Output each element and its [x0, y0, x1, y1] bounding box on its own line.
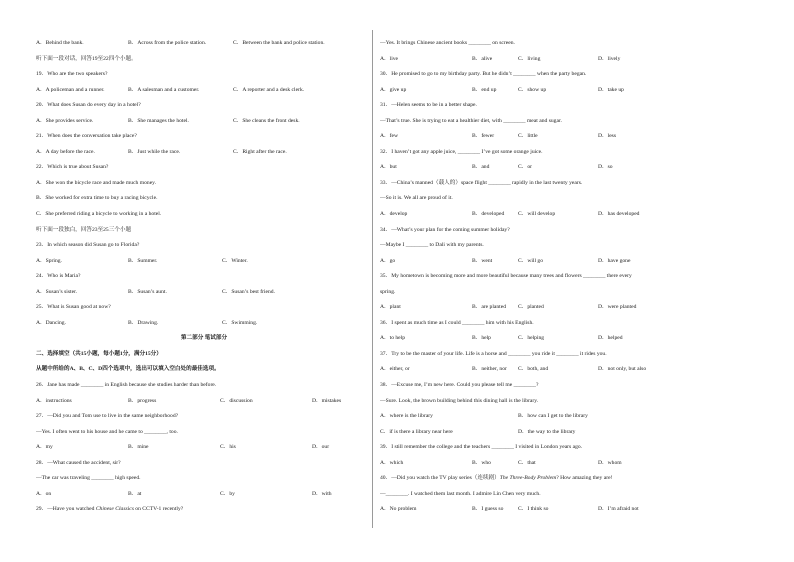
answer-options-row: [380, 425, 716, 441]
question-text: C．She preferred riding a bicycle to working in a hotel.: [36, 211, 162, 218]
title-italic: The Three-Body Problem: [499, 475, 557, 482]
question-text-part: ? How amazing they are!: [556, 475, 613, 482]
question-text: 24．Who is Maria?: [36, 273, 81, 280]
answer-option: A．Dancing.: [36, 319, 66, 326]
answer-option: B．developed: [472, 211, 505, 218]
answer-options-row: [380, 207, 716, 223]
answer-options-row: [380, 52, 716, 68]
question-text: 22．Which is true about Susan?: [36, 164, 109, 171]
answer-option: B．Summer.: [128, 257, 158, 264]
answer-option: A．Spring.: [36, 257, 62, 264]
answer-option: C．if is there a library near here: [380, 428, 453, 435]
answer-options-row: [36, 145, 372, 161]
answer-options-row: [380, 502, 716, 518]
answer-option: B．Drawing.: [128, 319, 159, 326]
answer-option: D．less: [598, 133, 617, 140]
answer-option: B．A salesman and a customer.: [128, 86, 200, 93]
answer-option: A．but: [380, 164, 397, 171]
left-column: [36, 36, 372, 518]
question-text: 38．—Excuse me, I’m new here. Could you please tell me ________?: [380, 382, 539, 389]
question-text: —Yes. It brings Chinese ancient books ________ on screen.: [380, 40, 515, 46]
answer-options-row: [36, 487, 372, 503]
question-text: 28．—What caused the accident, sir?: [36, 459, 121, 466]
answer-option: A．where is the library: [380, 413, 433, 420]
answer-option: A．which: [380, 459, 404, 466]
question-text: 听下面一段独白，回答23至25三个小题: [36, 226, 132, 233]
answer-option: A．my: [36, 444, 53, 451]
question-text: 34．—What’s your plan for the coming summer holiday?: [380, 226, 510, 233]
answer-option: A．on: [36, 490, 52, 497]
answer-option: B．help: [472, 335, 491, 342]
question-text: 37．Try to be the master of your life. Life is a horse and ________ you ride it ________ it rides you.: [380, 350, 607, 357]
answer-option: C．She cleans the front desk.: [233, 117, 300, 124]
answer-options-row: [380, 300, 716, 316]
answer-option: D．take up: [598, 86, 624, 93]
answer-option: B．Across from the police station.: [128, 40, 207, 46]
answer-option: D．have gone: [598, 257, 631, 264]
answer-option: A．Susan’s sister.: [36, 288, 78, 295]
answer-option: A．live: [380, 55, 399, 62]
answer-option: B．She manages the hotel.: [128, 117, 189, 124]
answer-option: C．discussion: [220, 397, 253, 404]
answer-option: C．Swimming.: [222, 319, 258, 326]
answer-option: D．I’m afraid not: [598, 506, 639, 513]
answer-option: C．or: [518, 164, 532, 171]
answer-option: A．Behind the bank.: [36, 40, 84, 46]
answer-options-row: [36, 440, 372, 456]
answer-option: C．I think so: [518, 506, 549, 513]
question-text: 20．What does Susan do every day in a hotel?: [36, 102, 141, 109]
answer-option: B．who: [472, 459, 491, 466]
answer-option: A．develop: [380, 211, 408, 218]
question-text: 27．—Did you and Tom use to live in the same neighborhood?: [36, 413, 179, 420]
question-text: —So it is. We all are proud of it.: [380, 195, 453, 202]
answer-option: D．so: [598, 164, 613, 171]
answer-option: A．go: [380, 257, 396, 264]
question-text: 25．What is Susan good at now?: [36, 304, 111, 311]
answer-option: C．planted: [518, 304, 544, 311]
question-text: —________. I watched them last month. I admire Lin Chen very much.: [380, 490, 541, 497]
answer-option: C．little: [518, 133, 538, 140]
answer-option: A．either, or: [380, 366, 410, 373]
section-heading: 第二部分 笔试部分: [180, 335, 228, 342]
question-text: B．She worked for extra time to buy a racing bicycle.: [36, 195, 158, 202]
question-text: 听下面一段对话，回答19至22四个小题。: [36, 55, 137, 62]
answer-options-row: [380, 83, 716, 99]
answer-option: B．Susan’s aunt.: [128, 288, 167, 295]
answer-option: B．and: [472, 164, 490, 171]
answer-option: D．our: [312, 444, 330, 451]
question-text: spring.: [380, 288, 396, 295]
answer-option: D．helped: [598, 335, 623, 342]
answer-option: D．lively: [598, 55, 621, 62]
answer-option: C．living: [518, 55, 541, 62]
answer-option: C．A reporter and a desk clerk.: [233, 86, 305, 93]
answer-option: A．plant: [380, 304, 401, 311]
answer-option: C．show up: [518, 86, 547, 93]
question-text: 33．—China’s manned（载人的）space flight ________ rapidly in the last twenty years.: [380, 179, 583, 186]
answer-options-row: [36, 114, 372, 130]
question-text: 39．I still remember the college and the teachers ________ I visited in London years ago.: [380, 444, 583, 451]
question-text: —Maybe I ________ to Dali with my parents.: [380, 242, 484, 249]
question-text: —Yes. I often went to his house and he came to ________, too.: [36, 428, 178, 435]
title-italic: Chinese Classics: [95, 506, 134, 513]
answer-options-row: [36, 36, 372, 52]
question-text: 30．He promised to go to my birthday party. But he didn’t ________ when the party began.: [380, 71, 587, 78]
question-text: 31．—Helen seems to be in a better shape.: [380, 102, 477, 109]
answer-option: B．fewer: [472, 133, 495, 140]
answer-option: C．by: [220, 490, 235, 497]
answer-option: C．Right after the race.: [233, 148, 287, 155]
question-text: 35．My hometown is becoming more and more beautiful because many trees and flowers ________ there every: [380, 273, 632, 280]
question-text-part: 29．—Have you watched: [36, 506, 96, 513]
answer-options-row: [380, 331, 716, 347]
question-text: —Sure. Look, the brown building behind this dining hall is the library.: [380, 397, 539, 404]
answer-option: C．that: [518, 459, 536, 466]
answer-option: B．neither, nor: [472, 366, 507, 373]
question-text: 26．Jane has made ________ in English because she studies harder than before.: [36, 382, 217, 389]
column-divider: [372, 30, 373, 528]
answer-option: B．are planted: [472, 304, 507, 311]
answer-option: C．Between the bank and police station.: [233, 40, 325, 46]
answer-option: C．helping: [518, 335, 545, 342]
answer-options-row: [36, 83, 372, 99]
answer-option: A．few: [380, 133, 399, 140]
answer-options-row: [36, 394, 372, 410]
answer-option: D．the way to the library: [518, 428, 576, 435]
question-text: A．She won the bicycle race and made much money.: [36, 179, 157, 186]
section-instruction: 从题中所给的A、B、C、D四个选项中，选出可以填入空白处的最佳选项。: [36, 366, 220, 373]
answer-option: A．give up: [380, 86, 407, 93]
answer-option: A．No problem: [380, 506, 417, 513]
answer-options-row: [380, 254, 716, 270]
answer-options-row: [380, 129, 716, 145]
question-text: —That’s true. She is trying to eat a healthier diet, with ________ meat and sugar.: [380, 117, 562, 124]
answer-option: D．not only, but also: [598, 366, 647, 373]
section-instruction: 二、选择填空（共15小题，每小题1分，满分15分）: [36, 350, 162, 357]
answer-option: C．Susan’s best friend.: [222, 288, 275, 295]
answer-option: B．end up: [472, 86, 497, 93]
question-text: [380, 471, 716, 487]
answer-options-row: [380, 409, 716, 425]
answer-options-row: [36, 285, 372, 301]
question-text: 23．In which season did Susan go to Florida?: [36, 242, 140, 249]
answer-option: A．to help: [380, 335, 406, 342]
question-text-part: on CCTV-1 recently?: [133, 506, 184, 513]
answer-option: C．will develop: [518, 211, 556, 218]
answer-option: D．whom: [598, 459, 622, 466]
answer-options-row: [380, 456, 716, 472]
answer-option: B．how can I get to the library: [518, 413, 588, 420]
answer-option: B．I guess so: [472, 506, 504, 513]
answer-option: C．Winter.: [222, 257, 248, 264]
question-text: 36．I spent as much time as I could ________ him with his English.: [380, 319, 534, 326]
answer-option: C．both, and: [518, 366, 549, 373]
question-text: —The car was traveling ________ high speed.: [36, 475, 141, 482]
answer-option: A．instructions: [36, 397, 72, 404]
question-text: [36, 502, 372, 518]
answer-option: B．alive: [472, 55, 493, 62]
answer-options-row: [380, 160, 716, 176]
answer-options-row: [380, 362, 716, 378]
answer-option: A．She provides service.: [36, 117, 94, 124]
question-text: 19．Who are the two speakers?: [36, 71, 108, 78]
answer-option: D．were planted: [598, 304, 637, 311]
answer-option: B．Just while the race.: [128, 148, 181, 155]
answer-option: B．mine: [128, 444, 149, 451]
answer-options-row: [36, 254, 372, 270]
right-column: [380, 36, 716, 518]
answer-option: D．has developed: [598, 211, 640, 218]
question-text: 21．When does the conversation take place?: [36, 133, 137, 140]
answer-option: B．went: [472, 257, 493, 264]
answer-option: D．mistakes: [312, 397, 342, 404]
answer-option: A．A policeman and a runner.: [36, 86, 105, 93]
answer-options-row: [36, 316, 372, 332]
question-text-part: 40．—Did you watch the TV play series（连续剧）: [380, 475, 500, 482]
answer-option: B．at: [128, 490, 142, 497]
answer-option: D．with: [312, 490, 332, 497]
answer-option: C．will go: [518, 257, 544, 264]
answer-option: C．his: [220, 444, 236, 451]
answer-option: B．progress: [128, 397, 157, 404]
answer-option: A．A day before the race.: [36, 148, 95, 155]
question-text: 32．I haven’t got any apple juice, ________ I’ve got some orange juice.: [380, 148, 543, 155]
